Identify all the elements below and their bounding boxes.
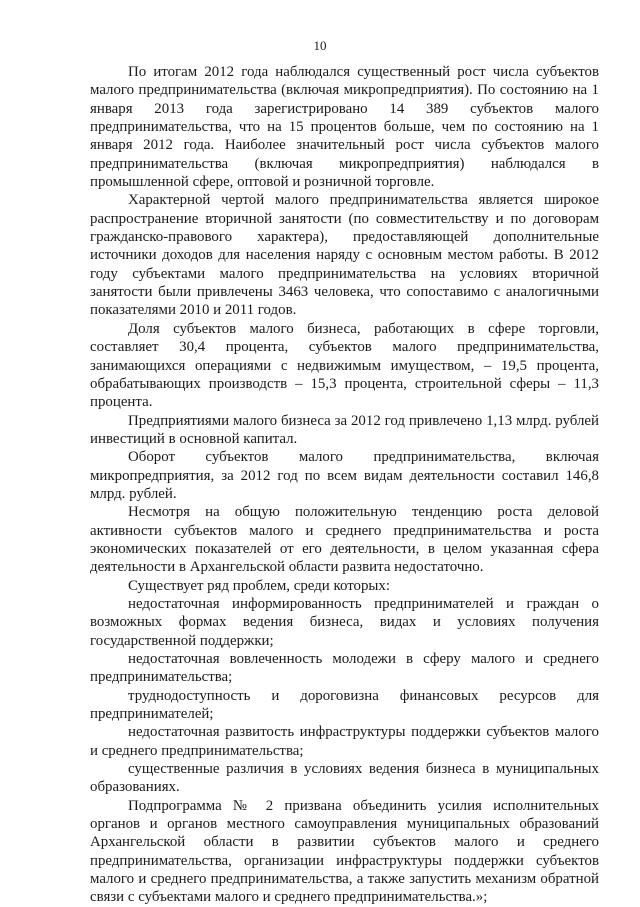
- list-item-problem-finance: труднодоступность и дороговизна финансовых ресурсов для предпринимателей;: [90, 687, 599, 723]
- list-item-problem-youth: недостаточная вовлеченность молодежи в сферу малого и среднего предпринимательства;: [90, 651, 599, 686]
- paragraph-secondary-employment: Характерной чертой малого предпринимательства является широкое распространение вторичной занятости (по совместительству и по договорам гражданско-правового характера), предоставляющей дополнительные источники доходов для населения наряду с основным местом работы. В 2012 году субъектами малого предпринимательства на условиях вторичной занятости были привлечены 3463 человека, что сопоставимо с аналогичными показателями 2010 и 2011 годов.: [90, 192, 599, 319]
- page-number: 10: [313, 38, 327, 53]
- list-item-problem-municipal-differences: существенные различия в условиях ведения бизнеса в муниципальных образованиях.: [90, 761, 599, 796]
- paragraph-problems-intro: Существует ряд проблем, среди которых:: [128, 577, 390, 594]
- body-text: [90, 63, 599, 907]
- paragraph-insufficient-development: Несмотря на общую положительную тенденцию роста деловой активности субъектов малого и среднего предпринимательства и роста экономических показателей от его деятельности, в целом указанная сфера деятельности в Архангельской области развита недостаточно.: [90, 504, 599, 576]
- paragraph-turnover: Оборот субъектов малого предпринимательства, включая микропредприятия, за 2012 год по всем видам деятельности составил 146,8 млрд. рублей.: [90, 449, 599, 502]
- paragraph-subprogram-2: Подпрограмма № 2 призвана объединить усилия исполнительных органов и органов местного самоуправления муниципальных образований Архангельской области в развитии субъектов малого и среднего предпринимательства, организации инфраструктуры поддержки субъектов малого и среднего предпринимательства, а также запустить механизм обратной связи с субъектами малого и среднего предпринимательства.»;: [90, 797, 599, 906]
- paragraph-small-business-growth: По итогам 2012 года наблюдался существенный рост числа субъектов малого предпринимательства (включая микропредприятия). По состоянию на 1 января 2013 года зарегистрировано 14 389 субъектов малого предпринимательства, что на 15 процентов больше, чем по состоянию на 1 января 2012 года. Наиболее значительный рост числа субъектов малого предпринимательства (включая микропредприятия) наблюдался в промышленной сфере, оптовой и розничной торговле.: [90, 64, 599, 191]
- list-item-problem-awareness: недостаточная информированность предпринимателей и граждан о возможных формах ведения бизнеса, видах и условиях получения государственной поддержки;: [90, 595, 599, 649]
- paragraph-sector-shares: Доля субъектов малого бизнеса, работающих в сфере торговли, составляет 30,4 процента, субъектов малого предпринимательства, занимающихся операциями с недвижимым имуществом, – 19,5 процента, обрабатывающих производств – 15,3 процента, строительной сферы – 11,3 процента.: [90, 320, 599, 411]
- list-item-problem-infrastructure: недостаточная развитость инфраструктуры поддержки субъектов малого и среднего предпринимательства;: [90, 724, 599, 759]
- paragraph-investments: Предприятиями малого бизнеса за 2012 год привлечено 1,13 млрд. рублей инвестиций в основной капитал.: [90, 412, 599, 447]
